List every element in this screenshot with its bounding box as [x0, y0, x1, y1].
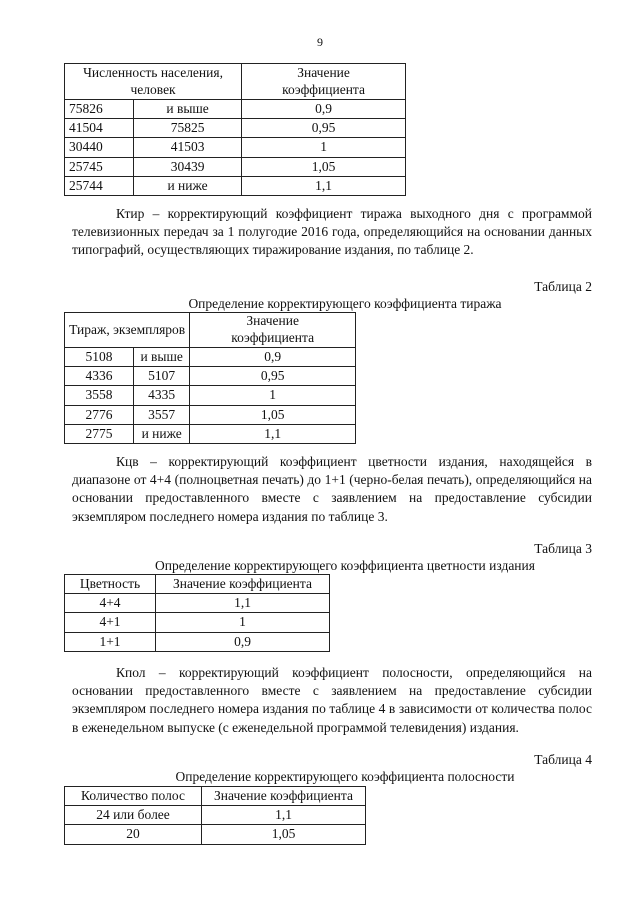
page-number: 9 — [317, 35, 323, 49]
table-cell: и выше — [134, 100, 242, 119]
table-cell: 3557 — [134, 405, 190, 424]
table-cell: 24 или более — [65, 806, 202, 825]
table-cell: 1,05 — [242, 157, 406, 176]
table-cell: 75826 — [65, 100, 134, 119]
table-cell: 1 — [190, 386, 356, 405]
table-cell: 4+1 — [65, 613, 156, 632]
table-row — [65, 405, 356, 424]
table-cell: 41504 — [65, 119, 134, 138]
paragraph-ktir: Ктир – корректирующий коэффициент тиража выходного дня с программой телевизионных передач за 1 полугодие 2016 года, определяющийся на основании данных типографий, осуществляющих тиражирование издания, по таблице 2. — [72, 206, 592, 258]
population-coefficient-table — [64, 63, 406, 196]
table-cell: 1,1 — [202, 806, 366, 825]
table-cell: и ниже — [134, 176, 242, 195]
table-cell: 0,9 — [190, 348, 356, 367]
table-cell: 1,05 — [202, 825, 366, 844]
table-cell: 5107 — [134, 367, 190, 386]
table-row — [65, 806, 366, 825]
table-label: Таблица 4 — [534, 752, 592, 767]
table-row — [65, 348, 356, 367]
table-cell: 25745 — [65, 157, 134, 176]
table-cell: 0,95 — [242, 119, 406, 138]
table-cell: 1,1 — [190, 424, 356, 443]
table-cell: 4+4 — [65, 594, 156, 613]
table-header-cell: Значение коэффициента — [242, 64, 406, 100]
circulation-coefficient-table — [64, 312, 356, 444]
table-cell: 75825 — [134, 119, 242, 138]
table-row — [65, 632, 330, 651]
table-cell: 30440 — [65, 138, 134, 157]
table-row — [65, 825, 366, 844]
table-cell: 25744 — [65, 176, 134, 195]
table-row — [65, 119, 406, 138]
table-cell: 2775 — [65, 424, 134, 443]
table-cell: 0,95 — [190, 367, 356, 386]
table-cell: 2776 — [65, 405, 134, 424]
table-cell: 4335 — [134, 386, 190, 405]
table-cell: 5108 — [65, 348, 134, 367]
table-cell: 1,05 — [190, 405, 356, 424]
table-cell: и ниже — [134, 424, 190, 443]
table-cell: 1+1 — [65, 632, 156, 651]
table-caption: Определение корректирующего коэффициента полосности — [175, 769, 515, 784]
table-header-row — [65, 64, 406, 100]
table-header-cell: Численность населения, человек — [65, 64, 242, 100]
table-cell: 4336 — [65, 367, 134, 386]
table-row — [65, 613, 330, 632]
table-row — [65, 100, 406, 119]
table-caption: Определение корректирующего коэффициента тиража — [188, 296, 502, 311]
table-row — [65, 138, 406, 157]
paragraph-kpol: Кпол – корректирующий коэффициент полосности, определяющийся на основании предоставленного вместе с заявлением на предоставление субсидии экземпляром последнего номера издания по таблице 4 в зависимости от количества полос в еженедельном выпуске (с еженедельной программой телевидения) издания. — [72, 665, 592, 735]
table-row — [65, 386, 356, 405]
table-label: Таблица 2 — [534, 279, 592, 294]
table-cell: 3558 — [65, 386, 134, 405]
table-cell: и выше — [134, 348, 190, 367]
color-coefficient-table — [64, 574, 330, 652]
pages-coefficient-table — [64, 786, 366, 845]
table-header-row — [65, 313, 356, 348]
table-cell: 1 — [242, 138, 406, 157]
table-cell: 20 — [65, 825, 202, 844]
table-row — [65, 367, 356, 386]
table-cell: 30439 — [134, 157, 242, 176]
table-header-cell: Количество полос — [65, 787, 202, 806]
table-row — [65, 157, 406, 176]
table-cell: 0,9 — [156, 632, 330, 651]
table-header-row — [65, 575, 330, 594]
table-row — [65, 594, 330, 613]
table-label: Таблица 3 — [534, 541, 592, 556]
paragraph-kcv: Кцв – корректирующий коэффициент цветности издания, находящейся в диапазоне от 4+4 (полноцветная печать) до 1+1 (черно-белая печать), определяющийся на основании предоставленного вместе с заявлением на предоставление субсидии экземпляром последнего номера издания по таблице 3. — [72, 454, 592, 524]
table-header-cell: Цветность — [65, 575, 156, 594]
table-header-cell: Значение коэффициента — [190, 313, 356, 348]
table-row — [65, 176, 406, 195]
table-cell: 0,9 — [242, 100, 406, 119]
table-cell: 1,1 — [242, 176, 406, 195]
table-header-cell: Значение коэффициента — [156, 575, 330, 594]
table-caption: Определение корректирующего коэффициента цветности издания — [155, 558, 535, 573]
table-cell: 1 — [156, 613, 330, 632]
table-cell: 41503 — [134, 138, 242, 157]
table-row — [65, 424, 356, 443]
table-header-cell: Значение коэффициента — [202, 787, 366, 806]
table-cell: 1,1 — [156, 594, 330, 613]
table-header-row — [65, 787, 366, 806]
table-header-cell: Тираж, экземпляров — [65, 313, 190, 348]
